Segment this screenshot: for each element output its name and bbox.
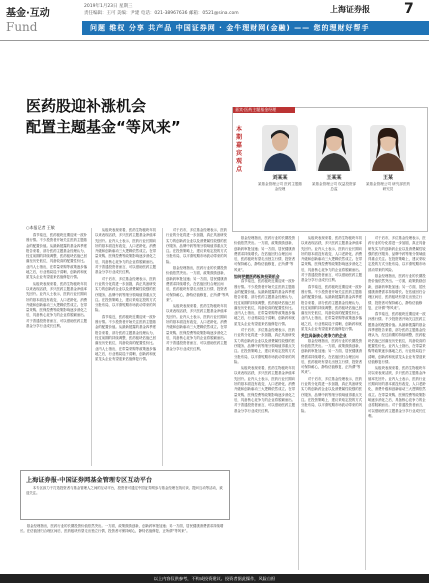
guest-role-1: 某基金管理公司 医药主题基金经理	[257, 182, 303, 191]
article-column-4	[234, 236, 296, 570]
editor-info: 责任编辑：王可 美编：尹建 电话：021-38967636 邮箱：0521@sina.com	[84, 11, 239, 16]
article-column-1	[26, 233, 88, 465]
guest-name-2: 王某某	[326, 175, 342, 181]
guest-name-1: 刘某某	[272, 175, 288, 181]
interaction-platform-title: 上海证券报·中国证券网基金管理专区互动平台	[26, 477, 153, 484]
article-column-6	[368, 236, 426, 570]
paragraph: 基金经理指出，医药行业的长期投资价值依然突出。一方面，政策鼓励创新，创新药审批加速；另一方面，居民健康消费需求持续增长。在估值回归合理区间后，医药板块有望走出独立行情，投资者可保持耐心，静待估值修复，正所谓“等风来”。	[234, 236, 296, 272]
paragraph: 对于后市，多位基金经理表示，医药行业的分化将进一步加剧，真正具备研发实力的创新药企业以及消费属性较强的医疗服务、品牌中药等细分领域值得重点关注。在投资策略上，建议采取定投的方式分批布局，以平滑短期市场波动带来的风险。	[95, 276, 157, 313]
paragraph: 基金经理指出，医药行业的长期投资价值依然突出。一方面，政策鼓励创新，创新药审批加速；另一方面，居民健康消费需求持续增长。在估值回归合理区间后，医药板块有望走出独立行情，投资者可保持耐心，静待估值修复，正所谓“等风来”。	[20, 524, 224, 534]
guest-name-3: 王某	[382, 175, 393, 181]
paragraph: 基金经理指出，医药行业的长期投资价值依然突出。一方面，政策鼓励创新，创新药审批加速；另一方面，居民健康消费需求持续增长。在估值回归合理区间后，医药板块有望走出独立行情，投资者可保持耐心，静待估值修复，正所谓“等风来”。	[368, 274, 426, 310]
paragraph: 从板块表现来看，医药生物板块年初以来表现活跃，多只医药主题基金净值率先回升。业内人士表示，医药行业长期向好的基本面没有改变，人口老龄化、消费升级和创新驱动三大逻辑依然成立。在带量采购、医保控费等政策影响逐步消化之后，具备核心竞争力的企业将脱颖而出。对于普通投资者而言，可以借助医药主题基金分享行业成长红利。	[95, 228, 157, 275]
paragraph: 春节临近，医药板块近期迎来一波补涨行情。不少投资者开始关注医药主题基金的配置价值。从最新披露的基金四季度报告来看，部分医药主题基金经理认为，经过前期的持续调整，医药板块估值已回落至历史低位，具备较高的配置性价比。业内人士指出，在带量采购等政策逐步落地之后，行业格局趋于清晰，创新药和优质龙头企业有望迎来估值修复行情。	[368, 312, 426, 364]
column-divider	[91, 228, 92, 466]
article-column-3	[166, 228, 230, 466]
platform-column	[20, 524, 230, 570]
footer-disclaimer: 以上内容仅供参考，不构成投资建议。投资者据此操作，风险自担	[0, 574, 429, 583]
paragraph: 从板块表现来看，医药生物板块年初以来表现活跃，多只医药主题基金净值率先回升。业内人士表示，医药行业长期向好的基本面没有改变，人口老龄化、消费升级和创新驱动三大逻辑依然成立。在带量采购、医保控费等政策影响逐步消化之后，具备核心竞争力的企业将脱颖而出。对于普通投资者而言，可以借助医药主题基金分享行业成长红利。	[26, 281, 88, 329]
paragraph: 春节临近，医药板块近期迎来一波补涨行情。不少投资者开始关注医药主题基金的配置价值。从最新披露的基金四季度报告来看，部分医药主题基金经理认为，经过前期的持续调整，医药板块估值已回落至历史低位，具备较高的配置性价比。业内人士指出，在带量采购等政策逐步落地之后，行业格局趋于清晰，创新药和优质龙头企业有望迎来估值修复行情。	[26, 233, 88, 280]
guest-role-3: 某基金管理公司 研究部医药研究员	[365, 182, 411, 191]
banner-text: 问题 维权 分享 共产品 中国证券网 · 金牛理财网(金融) —— 您的理财好帮手	[90, 24, 370, 32]
paragraph: 基金经理指出，医药行业的长期投资价值依然突出。一方面，政策鼓励创新，创新药审批加速；另一方面，居民健康消费需求持续增长。在估值回归合理区间后，医药板块有望走出独立行情，投资者可保持耐心，静待估值修复，正所谓“等风来”。	[301, 338, 363, 375]
section-title: 基金·互动	[6, 8, 50, 19]
paragraph: 从板块表现来看，医药生物板块年初以来表现活跃，多只医药主题基金净值率先回升。业内人士表示，医药行业长期向好的基本面没有改变，人口老龄化、消费升级和创新驱动三大逻辑依然成立。在带量采购、医保控费等政策影响逐步消化之后，具备核心竞争力的企业将脱颖而出。对于普通投资者而言，可以借助医药主题基金分享行业成长红利。	[166, 304, 228, 351]
paragraph: 本专区致力于打造投资者与基金管理人之间的互动平台，投资者可通过中国证券网参与基金经理在线访谈、提问互动等活动，欢迎关注。	[26, 486, 223, 496]
issue-date: 2019年1月23日 星期三	[84, 4, 133, 9]
paragraph: 从板块表现来看，医药生物板块年初以来表现活跃，多只医药主题基金净值率先回升。业内人士表示，医药行业长期向好的基本面没有改变，人口老龄化、消费升级和创新驱动三大逻辑依然成立。在带量采购、医保控费等政策影响逐步消化之后，具备核心竞争力的企业将脱颖而出。对于普通投资者而言，可以借助医药主题基金分享行业成长红利。	[368, 366, 426, 418]
headline-line-2: 配置主题基金“等风来”	[26, 118, 181, 136]
paragraph: 春节临近，医药板块近期迎来一波补涨行情。不少投资者开始关注医药主题基金的配置价值。从最新披露的基金四季度报告来看，部分医药主题基金经理认为，经过前期的持续调整，医药板块估值已回落至历史低位，具备较高的配置性价比。业内人士指出，在带量采购等政策逐步落地之后，行业格局趋于清晰，创新药和优质龙头企业有望迎来估值修复行情。	[301, 284, 363, 332]
paragraph: 对于后市，多位基金经理表示，医药行业的分化将进一步加剧，真正具备研发实力的创新药企业以及消费属性较强的医疗服务、品牌中药等细分领域值得重点关注。在投资策略上，建议采取定投的方式分批布局，以平滑短期市场波动带来的风险。	[234, 328, 296, 364]
headline-line-1: 医药股迎补涨机会	[26, 97, 147, 115]
guest-role-2: 某基金管理公司 权益投资部总监	[311, 182, 357, 191]
paragraph: 从板块表现来看，医药生物板块年初以来表现活跃，多只医药主题基金净值率先回升。业内人士表示，医药行业长期向好的基本面没有改变，人口老龄化、消费升级和创新驱动三大逻辑依然成立。在带量采购、医保控费等政策影响逐步消化之后，具备核心竞争力的企业将脱颖而出。对于普通投资者而言，可以借助医药主题基金分享行业成长红利。	[234, 366, 296, 413]
page-number: 7	[404, 1, 414, 17]
paragraph: 从板块表现来看，医药生物板块年初以来表现活跃，多只医药主题基金净值率先回升。业内人士表示，医药行业长期向好的基本面没有改变，人口老龄化、消费升级和创新驱动三大逻辑依然成立。在带量采购、医保控费等政策影响逐步消化之后，具备核心竞争力的企业将脱颖而出。对于普通投资者而言，可以借助医药主题基金分享行业成长红利。	[301, 236, 363, 283]
subheading: 关注具备核心竞争力的企业	[301, 333, 347, 339]
column-divider	[298, 236, 299, 570]
byline: ○本报记者 王敏	[26, 225, 55, 230]
header-rule	[0, 40, 429, 41]
paragraph: 对于后市，多位基金经理表示，医药行业的分化将进一步加剧，真正具备研发实力的创新药企业以及消费属性较强的医疗服务、品牌中药等细分领域值得重点关注。在投资策略上，建议采取定投的方式分批布局，以平滑短期市场波动带来的风险。	[301, 376, 363, 413]
guest-box-header: 嘉宾·医药主题基金经理	[233, 107, 295, 113]
interaction-platform-text	[26, 486, 226, 518]
article-column-2	[95, 228, 159, 466]
paragraph: 春节临近，医药板块近期迎来一波补涨行情。不少投资者开始关注医药主题基金的配置价值。从最新披露的基金四季度报告来看，部分医药主题基金经理认为，经过前期的持续调整，医药板块估值已回落至历史低位，具备较高的配置性价比。业内人士指出，在带量采购等政策逐步落地之后，行业格局趋于清晰，创新药和优质龙头企业有望迎来估值修复行情。	[234, 279, 296, 326]
paragraph: 对于后市，多位基金经理表示，医药行业的分化将进一步加剧，真正具备研发实力的创新药企业以及消费属性较强的医疗服务、品牌中药等细分领域值得重点关注。在投资策略上，建议采取定投的方式分批布局，以平滑短期市场波动带来的风险。	[166, 228, 228, 264]
paragraph: 春节临近，医药板块近期迎来一波补涨行情。不少投资者开始关注医药主题基金的配置价值。从最新披露的基金四季度报告来看，部分医药主题基金经理认为，经过前期的持续调整，医药板块估值已回落至历史低位，具备较高的配置性价比。业内人士指出，在带量采购等政策逐步落地之后，行业格局趋于清晰，创新药和优质龙头企业有望迎来估值修复行情。	[95, 314, 157, 362]
guest-photo-2	[316, 125, 352, 171]
guest-box-title: 本期嘉宾观点	[236, 126, 243, 173]
guest-photo-1	[262, 125, 298, 171]
article-column-5	[301, 236, 363, 570]
guest-photo-3	[370, 125, 406, 171]
column-divider	[162, 228, 163, 466]
paragraph: 基金经理指出，医药行业的长期投资价值依然突出。一方面，政策鼓励创新，创新药审批加速；另一方面，居民健康消费需求持续增长。在估值回归合理区间后，医药板块有望走出独立行情，投资者可保持耐心，静待估值修复，正所谓“等风来”。	[166, 266, 229, 302]
paragraph: 对于后市，多位基金经理表示，医药行业的分化将进一步加剧，真正具备研发实力的创新药企业以及消费属性较强的医疗服务、品牌中药等细分领域值得重点关注。在投资策略上，建议采取定投的方式分批布局，以平滑短期市场波动带来的风险。	[368, 236, 426, 272]
section-title-en: Fund	[6, 20, 38, 34]
newspaper-name: 上海证券报	[330, 5, 370, 14]
column-divider	[365, 236, 366, 570]
subheading: 如何把握医药板块投资机会	[234, 274, 280, 280]
